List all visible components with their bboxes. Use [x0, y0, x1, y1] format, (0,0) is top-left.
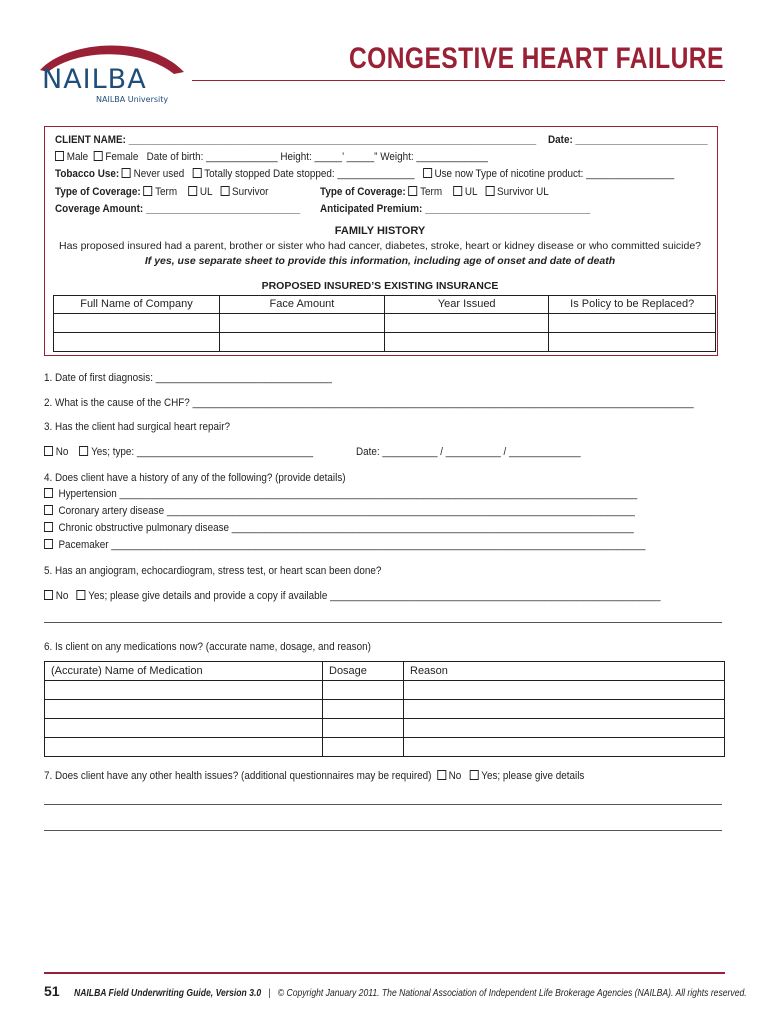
female-checkbox[interactable]: [94, 151, 103, 161]
table-cell[interactable]: [384, 333, 548, 352]
pacemaker-checkbox[interactable]: [44, 539, 53, 549]
ul-checkbox[interactable]: [188, 186, 197, 196]
question-4: 4. Does client have a history of any of the following? (provide details): [44, 472, 346, 484]
q7-yes-checkbox[interactable]: [470, 770, 479, 780]
family-history-question: Has proposed insured had a parent, brother or sister who had cancer, diabetes, stroke, heart or kidney disease or who committed suicide?: [58, 240, 702, 252]
existing-insurance-table: [53, 295, 716, 352]
coverage-amount-field[interactable]: Coverage Amount: ____________________________: [55, 203, 301, 215]
gender-row: [55, 151, 488, 163]
q3-date-field[interactable]: Date: __________ / __________ / _____________: [356, 446, 581, 458]
copyright-text: © Copyright January 2011. The National Association of Independent Life Brokerage Agencies (NAILBA). All rights reserved.: [278, 988, 748, 999]
question-5: 5. Has an angiogram, echocardiogram, stress test, or heart scan been done?: [44, 565, 382, 577]
table-row: [45, 700, 725, 719]
question-7: [44, 770, 584, 782]
footer: [44, 983, 770, 999]
col-company: Full Name of Company: [54, 295, 220, 314]
table-cell[interactable]: [323, 738, 404, 757]
table-cell[interactable]: [45, 681, 323, 700]
q7-details-line-1[interactable]: [44, 804, 722, 805]
q4-item-coronary: [44, 505, 635, 517]
family-history-note: If yes, use separate sheet to provide this information, including age of onset and date of death: [144, 255, 616, 267]
question-3-options: [44, 446, 313, 458]
q5-yes-checkbox[interactable]: [77, 590, 86, 600]
dob-height-weight-fields[interactable]: Date of birth: _____________ Height: _____’ _____” Weight: _____________: [146, 151, 488, 163]
question-3: 3. Has the client had surgical heart repair?: [44, 421, 231, 433]
term-label-2: Term: [420, 186, 443, 198]
table-row: [54, 333, 716, 352]
q3-no-checkbox[interactable]: [44, 446, 53, 456]
question-6: 6. Is client on any medications now? (accurate name, dosage, and reason): [44, 641, 371, 653]
table-cell[interactable]: [384, 314, 548, 333]
q4-item-copd: [44, 522, 634, 534]
footer-separator: |: [268, 988, 271, 999]
tobacco-label: Tobacco Use:: [55, 168, 120, 180]
col-year-issued: Year Issued: [384, 295, 548, 314]
coverage-type-label-1: Type of Coverage:: [55, 186, 141, 198]
existing-insurance-title: PROPOSED INSURED’S EXISTING INSURANCE: [261, 280, 499, 292]
copd-checkbox[interactable]: [44, 522, 53, 532]
table-cell[interactable]: [323, 700, 404, 719]
copd-field[interactable]: Chronic obstructive pulmonary disease _________________________________________________________________________: [58, 522, 634, 534]
q7-details-line-2[interactable]: [44, 830, 722, 831]
table-cell[interactable]: [45, 700, 323, 719]
male-checkbox[interactable]: [55, 151, 64, 161]
table-row: [54, 314, 716, 333]
q5-no-label: No: [55, 590, 69, 602]
female-label: Female: [105, 151, 139, 163]
ul-label-2: UL: [464, 186, 478, 198]
table-cell[interactable]: [404, 700, 725, 719]
anticipated-premium-field[interactable]: Anticipated Premium: ______________________________: [320, 203, 591, 215]
survivor-ul-checkbox[interactable]: [485, 186, 494, 196]
table-cell[interactable]: [45, 719, 323, 738]
tobacco-row: [55, 168, 674, 180]
table-cell[interactable]: [54, 333, 220, 352]
tobacco-never-checkbox[interactable]: [122, 168, 131, 178]
question-2[interactable]: 2. What is the cause of the CHF? ___________________________________________________________________________________________: [44, 397, 694, 409]
q7-yes-label: Yes; please give details: [481, 770, 585, 782]
tobacco-now-label: Use now Type of nicotine product: ________________: [434, 168, 675, 180]
guide-title: NAILBA Field Underwriting Guide, Version 3.0: [74, 988, 262, 999]
col-face-amount: Face Amount: [219, 295, 384, 314]
col-dosage: Dosage: [323, 662, 404, 681]
table-cell[interactable]: [404, 738, 725, 757]
date-field[interactable]: Date: ________________________: [548, 134, 708, 146]
pacemaker-field[interactable]: Pacemaker _________________________________________________________________________________________________: [58, 539, 646, 551]
tobacco-now-checkbox[interactable]: [423, 168, 432, 178]
client-name-field[interactable]: CLIENT NAME: __________________________________________________________________________: [55, 134, 537, 146]
table-cell[interactable]: [549, 314, 716, 333]
table-cell[interactable]: [323, 719, 404, 738]
page-number: 51: [44, 983, 60, 999]
q3-yes-checkbox[interactable]: [79, 446, 88, 456]
term-checkbox-2[interactable]: [408, 186, 417, 196]
table-row: [45, 681, 725, 700]
male-label: Male: [66, 151, 89, 163]
table-cell[interactable]: [404, 719, 725, 738]
q4-item-pacemaker: [44, 539, 645, 551]
ul-checkbox-2[interactable]: [453, 186, 462, 196]
q5-yes-field[interactable]: Yes; please give details and provide a copy if available ____________________________________________________________: [88, 590, 661, 602]
medication-table: [44, 661, 725, 757]
survivor-label: Survivor: [232, 186, 269, 198]
footer-rule: [44, 972, 725, 974]
coverage-row-2: [320, 186, 549, 198]
hypertension-field[interactable]: Hypertension ______________________________________________________________________________________________: [58, 488, 638, 500]
tobacco-stopped-label: Totally stopped Date stopped: ______________: [204, 168, 415, 180]
table-cell[interactable]: [549, 333, 716, 352]
hypertension-checkbox[interactable]: [44, 488, 53, 498]
term-label: Term: [155, 186, 178, 198]
title-rule: [192, 80, 725, 81]
table-cell[interactable]: [219, 314, 384, 333]
tobacco-stopped-checkbox[interactable]: [193, 168, 202, 178]
coverage-type-label-2: Type of Coverage:: [320, 186, 406, 198]
col-medication-name: (Accurate) Name of Medication: [45, 662, 323, 681]
logo-subtitle: NAILBA University: [96, 95, 169, 104]
coronary-checkbox[interactable]: [44, 505, 53, 515]
q4-item-hypertension: [44, 488, 637, 500]
question-7-text: 7. Does client have any other health issues? (additional questionnaires may be required): [44, 770, 432, 782]
table-cell[interactable]: [45, 738, 323, 757]
term-checkbox[interactable]: [143, 186, 152, 196]
table-cell[interactable]: [404, 681, 725, 700]
page-title: CONGESTIVE HEART FAILURE: [349, 42, 724, 75]
ul-label: UL: [199, 186, 213, 198]
question-1[interactable]: 1. Date of first diagnosis: ________________________________: [44, 372, 332, 384]
table-cell[interactable]: [54, 314, 220, 333]
q7-no-label: No: [448, 770, 462, 782]
question-5-options: [44, 590, 660, 602]
col-reason: Reason: [404, 662, 725, 681]
survivor-ul-label: Survivor UL: [497, 186, 549, 198]
coronary-field[interactable]: Coronary artery disease _____________________________________________________________________________________: [58, 505, 635, 517]
q3-no-label: No: [55, 446, 69, 458]
table-cell[interactable]: [323, 681, 404, 700]
logo-text: NAILBA: [42, 64, 147, 95]
q3-yes-field[interactable]: Yes; type: ________________________________: [91, 446, 314, 458]
q7-no-checkbox[interactable]: [437, 770, 446, 780]
family-history-title: FAMILY HISTORY: [334, 225, 426, 237]
q5-no-checkbox[interactable]: [44, 590, 53, 600]
q5-details-line[interactable]: [44, 622, 722, 623]
tobacco-never-label: Never used: [133, 168, 185, 180]
survivor-checkbox[interactable]: [220, 186, 229, 196]
coverage-row-1: [55, 186, 268, 198]
col-replaced: Is Policy to be Replaced?: [549, 295, 716, 314]
table-row: [45, 719, 725, 738]
table-row: [45, 738, 725, 757]
table-cell[interactable]: [219, 333, 384, 352]
